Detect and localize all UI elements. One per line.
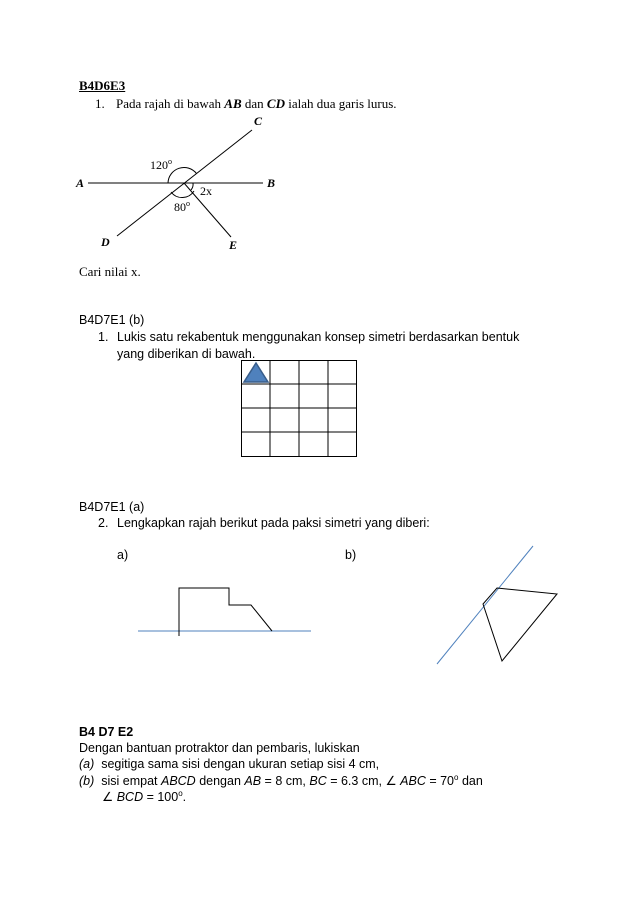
part-a-item: (a) segitiga sama sisi dengan ukuran setiap sisi 4 cm, [79, 757, 380, 771]
section-code-b4d7e1-b: B4D7E1 (b) [79, 313, 145, 327]
point-a-label: A [76, 176, 85, 190]
question-2-text: Lengkapkan rajah berikut pada paksi simetri yang diberi: [117, 516, 430, 530]
find-x-instruction: Cari nilai x. [79, 264, 141, 279]
construction-intro: Dengan bantuan protraktor dan pembaris, lukiskan [79, 741, 360, 755]
angle-120-label: 120$^o$ [150, 157, 172, 172]
part-b-label: b) [345, 548, 357, 562]
point-b-label: B [267, 176, 276, 190]
question-1b-number: 1. [98, 330, 109, 344]
half-shape-a [179, 588, 272, 636]
section-code-b4d6e3: B4D6E3 [79, 78, 126, 93]
question-1b-line1: Lukis satu rekabentuk menggunakan konsep simetri berdasarkan bentuk [117, 330, 520, 344]
section-code-b4d7e1-a: B4D7E1 (a) [79, 500, 145, 514]
angle-symbol-icon: ∠ [102, 790, 114, 805]
half-shape-b [483, 588, 557, 661]
question-2-number: 2. [98, 516, 109, 530]
part-b-item: (b) sisi empat ABCD dengan AB = 8 cm, BC = 6.3 cm, ∠ ABC = $70^o$ dan [79, 773, 483, 789]
point-c-label: C [254, 114, 263, 128]
angle-symbol-icon: ∠ [385, 774, 397, 789]
part-a-label: a) [117, 548, 129, 562]
section-code-b4d7e2: B4 D7 E2 [79, 725, 134, 739]
symmetry-axis-b [437, 546, 533, 664]
part-b-item-cont: ∠ BCD = $100^o$. [102, 789, 187, 805]
angle-80-label: 80$^o$ [174, 199, 190, 214]
question-1-text: Pada rajah di bawah AB dan CD ialah dua garis lurus. [116, 96, 397, 111]
question-1b-line2: yang diberikan di bawah. [117, 347, 256, 361]
question-1-number: 1. [95, 96, 105, 111]
point-e-label: E [229, 238, 238, 252]
angle-2x-label: 2x [200, 184, 212, 198]
point-d-label: D [101, 235, 110, 249]
